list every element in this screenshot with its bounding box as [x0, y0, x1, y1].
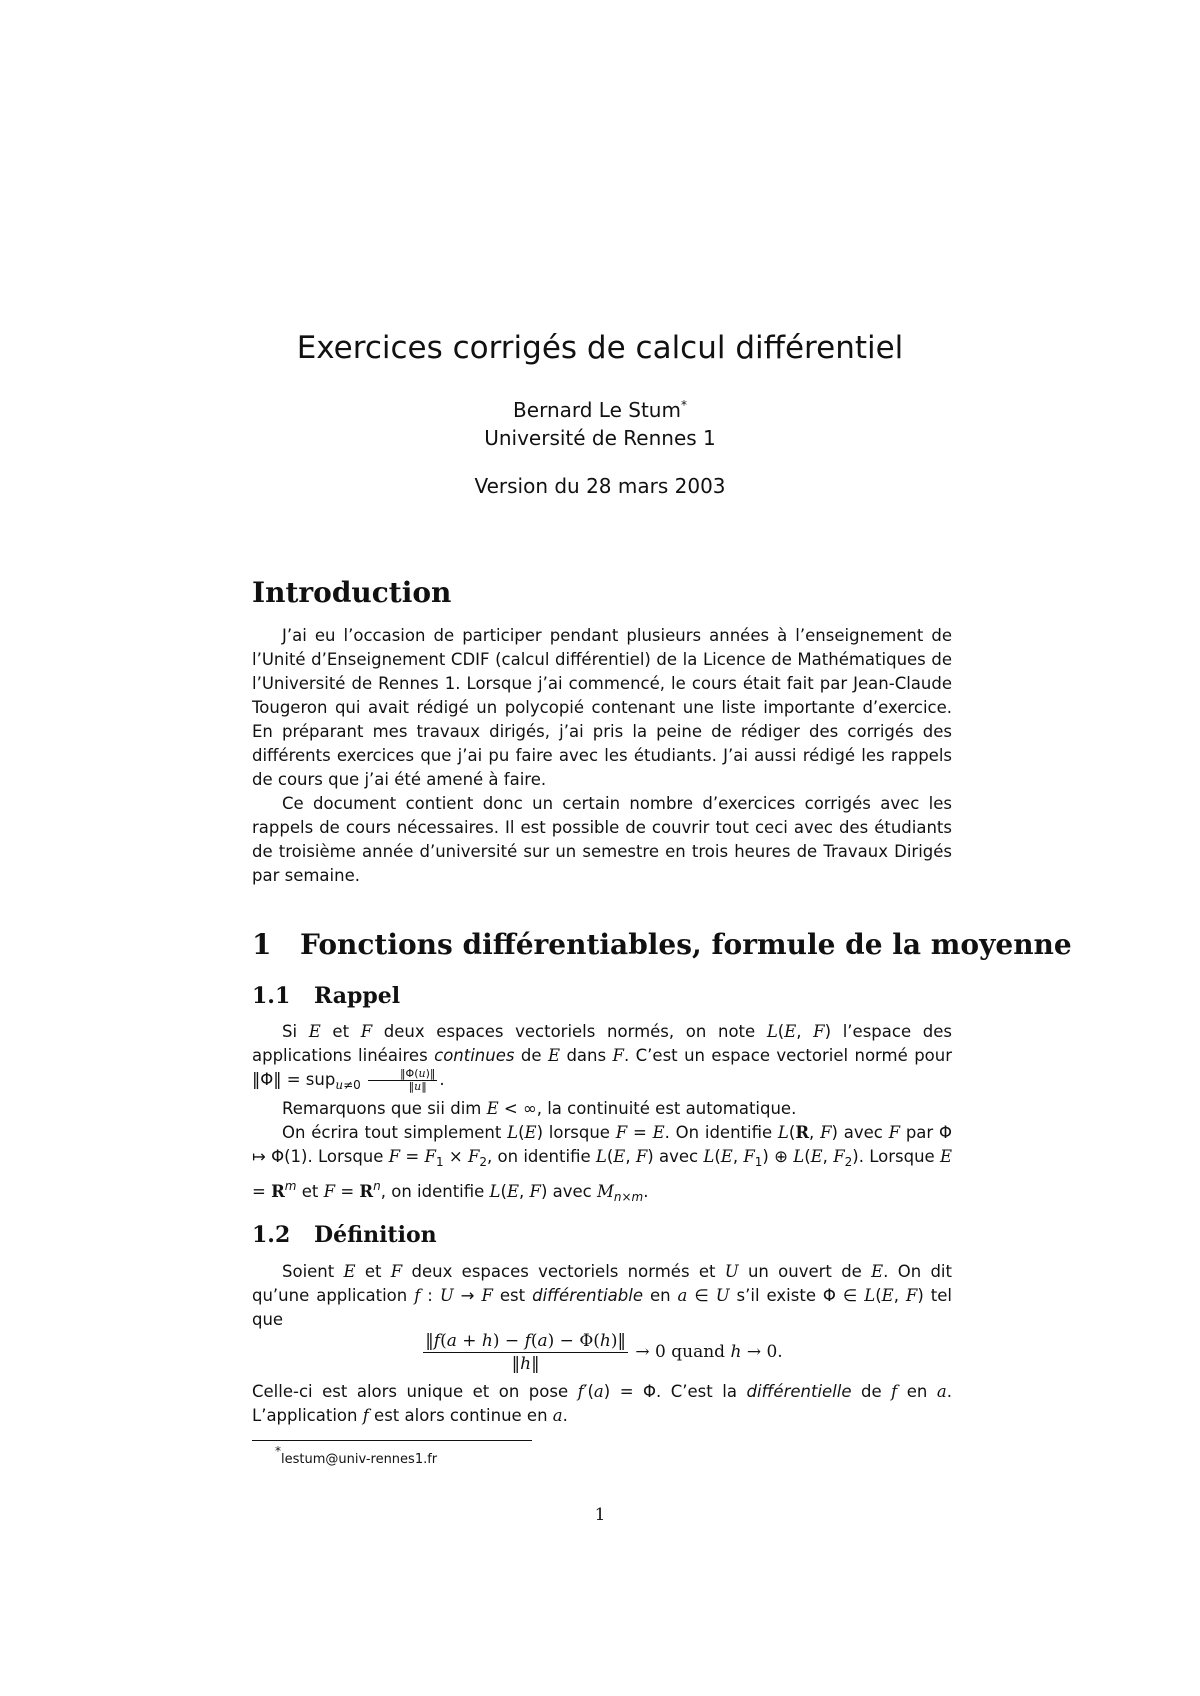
footnote-rule — [252, 1440, 532, 1441]
rappel-body — [252, 1020, 952, 1209]
definition-body-2 — [252, 1380, 952, 1428]
footnote — [275, 1444, 437, 1467]
intro-body — [252, 624, 952, 888]
intro-paragraph-2: Ce document contient donc un certain nombre d’exercices corrigés avec les rappels de cours nécessaires. Il est possible de couvrir tout ceci avec des étudiants de troisième année d’université sur un semestre en trois heures de Travaux Dirigés par semaine. — [252, 794, 952, 885]
intro-paragraph-1: J’ai eu l’occasion de participer pendant plusieurs années à l’enseignement de l’Unité d’Enseignement CDIF (calcul différentiel) de la Licence de Mathématiques de l’Université de Rennes 1. Lorsque j’ai commencé, le cours était fait par Jean-Claude Tougeron qui avait rédigé un polycopié contenant une liste importante d’exercice. En préparant mes travaux dirigés, j’ai pris la peine de rédiger des corrigés des différents exercices que j’ai pu faire avec les étudiants. J’ai aussi rédigé les rappels de cours que j’ai été amené à faire. — [252, 626, 952, 789]
subsection-number: 1.2 — [252, 1222, 291, 1248]
rappel-paragraph-2: Remarquons que sii dim E < ∞, la continuité est automatique. — [282, 1099, 797, 1118]
differentiability-formula: $\frac{‖f(a + h) - f(a) - \Phi(h)‖}{‖h‖}$ → 0 quand h → 0. — [425, 1331, 783, 1374]
document-title: Exercices corrigés de calcul différentiel — [296, 330, 904, 366]
affiliation: Université de Rennes 1 — [484, 426, 716, 450]
subsection-1-2-heading — [252, 1222, 437, 1248]
subsection-1-1-heading — [252, 983, 400, 1009]
definition-body — [252, 1260, 952, 1332]
page-number: 1 — [594, 1505, 606, 1525]
subsection-number: 1.1 — [252, 983, 291, 1009]
norm-fraction: $\frac{‖\Phi(u)‖}{‖u‖}$ — [368, 1068, 437, 1093]
footnote-email[interactable]: lestum@univ-rennes1.fr — [281, 1452, 438, 1467]
subsection-title: Définition — [314, 1222, 437, 1248]
definition-paragraph-1: Soient E et F deux espaces vectoriels normés et U un ouvert de E. On dit qu’une application f : U → F est différentiable en a ∈ U s’il existe Φ ∈ L(E, F) tel que — [252, 1262, 952, 1329]
intro-heading: Introduction — [252, 576, 452, 609]
author-line — [0, 398, 1200, 422]
rappel-paragraph-3: On écrira tout simplement L(E) lorsque F = E. On identifie L(R, F) avec F par Φ ↦ Φ(1). Lorsque $F = F_1 \times F_2$, on identifie L(E, F) avec L(E, $F_1$) ⊕ L(E, $F_2$). Lorsque $E = R^m$ et $F = R^n$, on identifie L(E, F) avec $M_{n\times m}$. — [252, 1123, 952, 1204]
footnote-mark: * — [275, 1444, 281, 1458]
subsection-title: Rappel — [314, 983, 401, 1009]
section-number: 1 — [252, 928, 272, 961]
limit-fraction: $\frac{‖f(a + h) - f(a) - \Phi(h)‖}{‖h‖}$ — [425, 1331, 626, 1374]
author-footnote-mark: * — [680, 398, 687, 412]
definition-paragraph-2: Celle-ci est alors unique et on pose f′(a) = Φ. C’est la différentielle de f en a. L’application f est alors continue en a. — [252, 1382, 952, 1425]
version-date: Version du 28 mars 2003 — [474, 474, 726, 498]
author-name: Bernard Le Stum — [513, 398, 681, 422]
rappel-paragraph-1: Si E et F deux espaces vectoriels normés, on note L(E, F) l’espace des applications linéaires continues de E dans F. C’est un espace vectoriel normé pour ‖Φ‖ = sup$_{u\ne 0}$ $\frac{‖\Phi(u)‖}{‖u‖}$ . — [252, 1022, 953, 1093]
section-1-heading — [252, 928, 1072, 961]
section-title: Fonctions différentiables, formule de la moyenne — [300, 928, 1072, 961]
